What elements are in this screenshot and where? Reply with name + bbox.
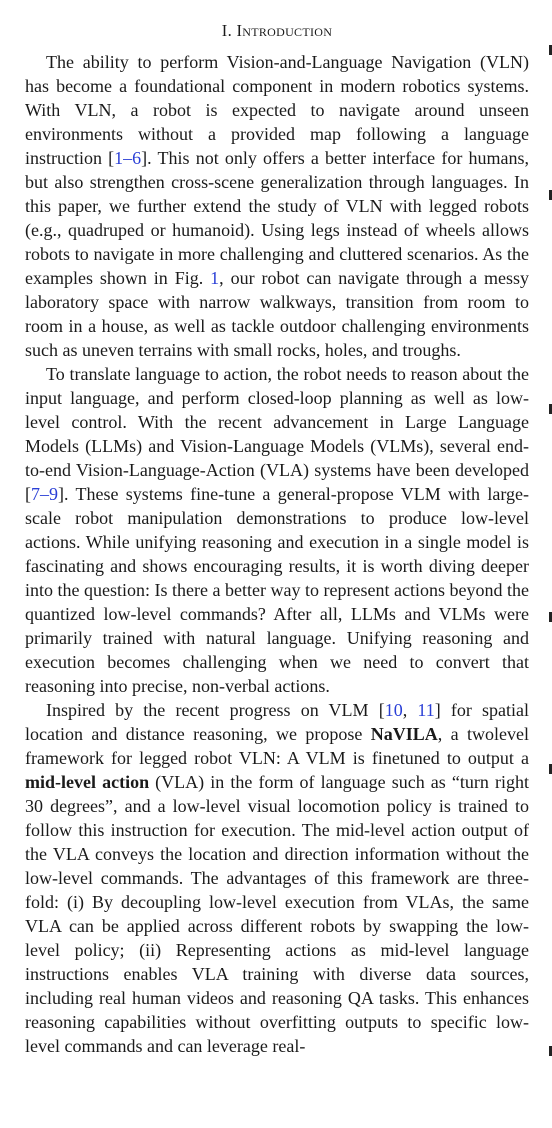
- paragraph: [25, 362, 529, 698]
- text-run: ] for spatial location and distance reasoning, we propose: [25, 700, 530, 744]
- text-run: , our robot can navigate through a messy laboratory space with narrow walkways, transition from room to room in a house, as well as tackle outdoor challenging environments such as uneven terrains with small rocks, holes, and troughs.: [25, 268, 529, 360]
- text-run: To translate language to action, the robot needs to reason about the input language, and perform closed-loop planning as well as low-level control. With the recent advancement in Large Language Models (LLMs) and Vision-Language Models (VLMs), several end-to-end Vision-Language-Action (VLA) systems have been developed [: [25, 364, 529, 504]
- text-run: (VLA) in the form of language such as “turn right 30 degrees”, and a low-level visual locomotion policy is trained to follow this instruction for execution. The mid-level action output of the VLA conveys the location and direction information without the low-level commands. The advantages of this framework are three-fold: (i) By decoupling low-level execution from VLAs, the same VLA can be applied across different robots by swapping the low-level policy; (ii) Representing actions as mid-level language instructions enables VLA training with diverse data sources, including real human videos and reasoning QA tasks. This enhances reasoning capabilities without overfitting outputs to specific low-level commands and can leverage real-: [25, 772, 529, 1056]
- text-run: , a twolevel framework for legged robot VLN: A VLM is finetuned to output a: [25, 724, 529, 768]
- text-run: The ability to perform Vision-and-Language Navigation (VLN) has become a foundational component in modern robotics systems. With VLN, a robot is expected to navigate around unseen environments without a provided map following a language instruction [: [25, 52, 529, 168]
- citation-link[interactable]: 1–6: [114, 148, 142, 168]
- bold-term: NaVILA: [370, 724, 438, 744]
- paragraph: [25, 50, 529, 362]
- citation-link[interactable]: 1: [210, 268, 220, 288]
- citation-link[interactable]: 11: [417, 700, 435, 720]
- bold-term: mid-level action: [25, 772, 150, 792]
- body-text: [25, 50, 529, 1058]
- text-run: ]. This not only offers a better interface for humans, but also strengthen cross-scene generalization through languages. In this paper, we further extend the study of VLN with legged robots (e.g., quadruped or humanoid). Using legs instead of wheels allows robots to navigate in more challenging and cluttered scenarios. As the examples shown in Fig.: [25, 148, 529, 288]
- section-title: Introduction: [236, 21, 333, 40]
- paper-page: [25, 0, 529, 1058]
- section-heading: [25, 20, 529, 42]
- section-number: I.: [221, 21, 233, 40]
- citation-link[interactable]: 7–9: [31, 484, 58, 504]
- citation-link[interactable]: 10: [384, 700, 403, 720]
- text-run: ,: [402, 700, 418, 720]
- text-run: ]. These systems fine-tune a general-propose VLM with large-scale robot manipulation demonstrations to produce low-level actions. While unifying reasoning and execution in a single model is fascinating and shows encouraging results, it is worth diving deeper into the question: Is there a better way to represent actions beyond the quantized low-level commands? After all, LLMs and VLMs were primarily trained with natural language. Unifying reasoning and execution becomes challenging when we need to convert that reasoning into precise, non-verbal actions.: [25, 484, 529, 696]
- paragraph: [25, 698, 529, 1058]
- text-run: Inspired by the recent progress on VLM [: [46, 700, 385, 720]
